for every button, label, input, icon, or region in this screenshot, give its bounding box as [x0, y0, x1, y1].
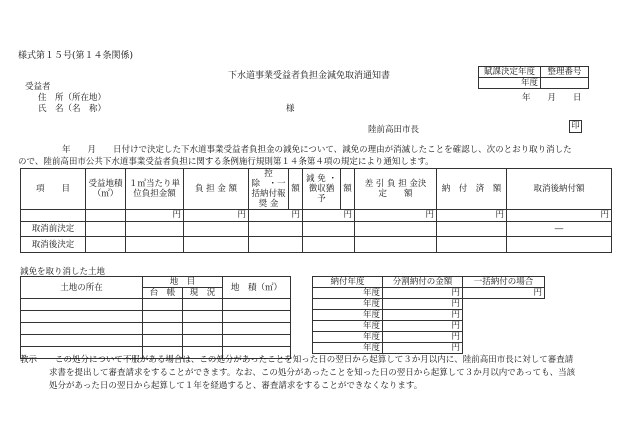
payment-header-year: 納付年度 [313, 277, 383, 288]
cell-yen: 円 [507, 210, 612, 222]
payment-yen-cell: 円 [383, 310, 463, 321]
land-header-genkyo: 現 況 [183, 288, 223, 299]
payment-year-cell: 年度 [313, 310, 383, 321]
row-label-before: 取消前決定 [21, 222, 86, 237]
notice-line-3: 処分があった日の翌日から起算して１年を経過すると、審査請求をすることができなくなります。 [49, 381, 423, 391]
cell-yen: 円 [249, 210, 303, 222]
recipient-name-label: 氏 名（名 称） [38, 104, 107, 114]
cell-yen: 円 [437, 210, 507, 222]
payment-year-cell: 年度 [313, 288, 383, 299]
table-row [313, 332, 545, 343]
header-unit-rate: １㎡当たり単位負担金額 [126, 169, 184, 210]
cell-yen: 円 [184, 210, 249, 222]
payment-header-split: 分割納付の金額 [383, 277, 463, 288]
header-reduction-unit: 額 [341, 169, 355, 210]
seal-box: 印 [569, 120, 582, 133]
table-row [21, 210, 612, 222]
table-row [313, 299, 545, 310]
header-ref-number-cell [541, 78, 589, 89]
header-deduction: 控 除 ・一括納付報 奨 金 [249, 169, 289, 210]
body-text-line-2: ので、陸前高田市公共下水道事業受益者負担に関する条例施行規則第１４条第４項の規定により通知します。 [18, 157, 434, 167]
header-remaining: 取消後納付額 [507, 169, 612, 210]
cell-dash: ― [507, 222, 612, 237]
land-table [20, 276, 291, 359]
land-section-label: 減免を取り消した土地 [20, 267, 106, 277]
cell-yen: 円 [126, 210, 184, 222]
payment-header-lump: 一括納付の場合 [463, 277, 545, 288]
payment-yen-cell: 円 [383, 343, 463, 354]
header-fiscal-year-label: 賦課決定年度 [479, 67, 541, 78]
land-header-chimoku: 地 目 [143, 277, 223, 288]
payment-year-cell: 年度 [313, 343, 383, 354]
cell-yen: 円 [303, 210, 355, 222]
recipient-honorific: 様 [286, 104, 295, 114]
land-header-area: 地 積（㎡） [223, 277, 291, 299]
table-row [21, 335, 291, 347]
payment-year-cell: 年度 [313, 321, 383, 332]
main-table [20, 168, 612, 253]
payment-yen-cell: 円 [383, 332, 463, 343]
land-header-location: 土地の所在 [21, 277, 143, 299]
table-row [313, 288, 545, 299]
table-row [313, 343, 545, 354]
table-row [313, 310, 545, 321]
payment-yen-cell: 円 [383, 321, 463, 332]
payment-year-cell: 年度 [313, 299, 383, 310]
table-row [21, 323, 291, 335]
header-paid: 納 付 済 額 [437, 169, 507, 210]
payment-lump-yen-cell: 円 [463, 288, 545, 299]
recipient-label: 受益者 [25, 82, 51, 92]
payment-yen-cell: 円 [383, 299, 463, 310]
table-row [21, 299, 291, 311]
payment-year-cell: 年度 [313, 332, 383, 343]
form-number: 様式第１５号(第１４条関係) [18, 51, 134, 61]
header-reduction: 減 免 ・徴収猶予 [303, 169, 341, 210]
land-header-daicho: 台 帳 [143, 288, 183, 299]
issue-date: 年 月 日 [522, 93, 582, 103]
header-item: 項 目 [21, 169, 86, 210]
cell-yen: 円 [355, 210, 437, 222]
notice-line-2: 求書を提出して審査請求をすることができます。なお、この処分があったことを知った日の翌日から起算して３か月以内であっても、当該 [49, 368, 576, 378]
payment-table [312, 276, 545, 354]
table-row [313, 321, 545, 332]
body-text-line-1: 年 月 日付けで決定した下水道事業受益者負担金の減免について、減免の理由が消滅したことを確認し、次のとおり取り消した [62, 145, 572, 155]
notice-label: 教示 [20, 355, 38, 365]
notice-line-1: この処分について不服がある場合は、この処分があったことを知った日の翌日から起算して３か月以内に、陸前高田市長に対して審査請 [55, 355, 574, 365]
header-year-cell: 年度 [479, 78, 541, 89]
table-row [21, 222, 612, 237]
table-row [21, 311, 291, 323]
row-label-after: 取消後決定 [21, 237, 86, 253]
payment-yen-cell: 円 [383, 288, 463, 299]
header-box [478, 66, 589, 89]
issuer-name: 陸前高田市長 [368, 125, 420, 135]
recipient-address-label: 住 所（所在地） [38, 93, 107, 103]
header-amount: 負 担 金 額 [184, 169, 249, 210]
table-row [21, 237, 612, 253]
header-ref-number-label: 整理番号 [541, 67, 589, 78]
header-deduction-unit: 額 [289, 169, 303, 210]
header-area: 受益地積（㎡） [86, 169, 126, 210]
document-title: 下水道事業受益者負担金減免取消通知書 [228, 71, 391, 81]
header-balance: 差 引 負 担 金決 定 額 [355, 169, 437, 210]
